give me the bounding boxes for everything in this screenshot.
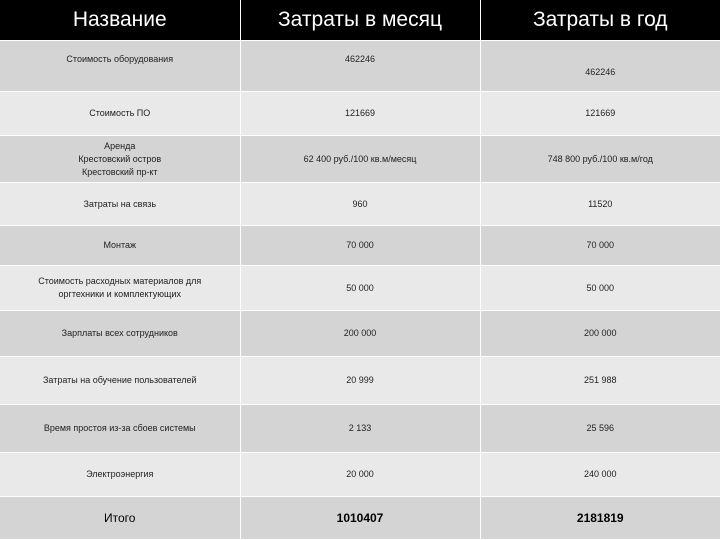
cell-name: Затраты на обучение пользователей (0, 357, 240, 405)
table-row (0, 92, 720, 136)
table-row (0, 183, 720, 226)
cell-year: 50 000 (480, 266, 720, 311)
cell-name: Стоимость оборудования (0, 41, 240, 92)
table-row (0, 226, 720, 266)
header-name: Название (0, 0, 240, 41)
table-header (0, 0, 720, 41)
cell-month: 200 000 (240, 311, 480, 357)
cell-name: Затраты на связь (0, 183, 240, 226)
cell-year: 70 000 (480, 226, 720, 266)
cell-month: 50 000 (240, 266, 480, 311)
header-yearly-cost: Затраты в год (480, 0, 720, 41)
total-month: 1010407 (240, 497, 480, 540)
header-row (0, 0, 720, 41)
cell-name: Стоимость ПО (0, 92, 240, 136)
cell-month: 2 133 (240, 405, 480, 453)
cell-year: 462246 (480, 41, 720, 92)
cell-month: 62 400 руб./100 кв.м/месяц (240, 136, 480, 183)
header-monthly-cost: Затраты в месяц (240, 0, 480, 41)
cell-year: 121669 (480, 92, 720, 136)
cell-month: 70 000 (240, 226, 480, 266)
table-row (0, 41, 720, 92)
table-row (0, 266, 720, 311)
cell-year: 748 800 руб./100 кв.м/год (480, 136, 720, 183)
table-body (0, 41, 720, 540)
table-row (0, 357, 720, 405)
cell-year: 25 596 (480, 405, 720, 453)
cell-year: 251 988 (480, 357, 720, 405)
cell-year: 11520 (480, 183, 720, 226)
cell-month: 462246 (240, 41, 480, 92)
table-row (0, 311, 720, 357)
cell-name: Монтаж (0, 226, 240, 266)
table-row (0, 405, 720, 453)
cell-month: 960 (240, 183, 480, 226)
total-label: Итого (0, 497, 240, 540)
cell-name: Стоимость расходных материалов для оргтехники и комплектующих (0, 266, 240, 311)
cell-name: Зарплаты всех сотрудников (0, 311, 240, 357)
cell-name: Время простоя из-за сбоев системы (0, 405, 240, 453)
total-row (0, 497, 720, 540)
cell-month: 20 000 (240, 453, 480, 497)
table-row (0, 453, 720, 497)
cell-name: Электроэнергия (0, 453, 240, 497)
table-row (0, 136, 720, 183)
cell-name: Аренда Крестовский остров Крестовский пр-кт (0, 136, 240, 183)
cell-year: 200 000 (480, 311, 720, 357)
total-year: 2181819 (480, 497, 720, 540)
cell-year: 240 000 (480, 453, 720, 497)
cell-month: 20 999 (240, 357, 480, 405)
cell-month: 121669 (240, 92, 480, 136)
